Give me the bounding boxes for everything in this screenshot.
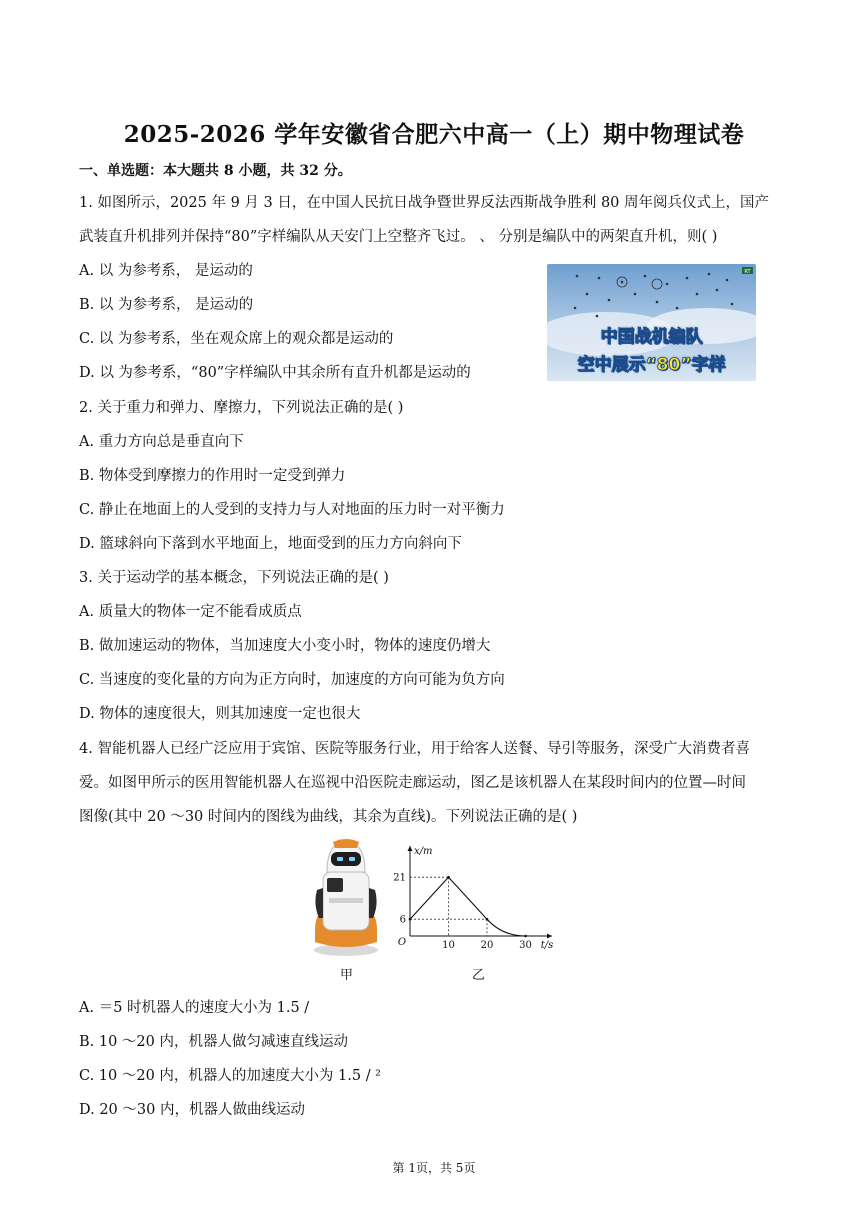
page-footer: 第 1页，共 5页 <box>392 1161 476 1175</box>
position-time-graph <box>392 842 562 954</box>
graph-point <box>524 935 527 938</box>
question-4-option-b: B. 10 ～20 内，机器人做匀减速直线运动 <box>79 1034 348 1050</box>
question-4-text: 4. 智能机器人已经广泛应用于宾馆、医院等服务行业，用于给客人送餐、导引等服务，深受广大消费者喜 <box>79 741 750 757</box>
question-1-option-c: C. 以 为参考系，坐在观众席上的观众都是运动的 <box>79 331 394 347</box>
graph-point <box>486 918 489 921</box>
question-4-option-c: C. 10 ～20 内，机器人的加速度大小为 1.5 / ² <box>79 1068 381 1084</box>
graph-curve-20-30 <box>487 919 526 936</box>
section-heading: 一、单选题：本大题共 8 小题，共 32 分。 <box>79 163 352 179</box>
question-1-option-b: B. 以 为参考系， 是运动的 <box>79 297 254 313</box>
graph-y-arrow <box>408 846 413 851</box>
robot-image <box>311 838 381 956</box>
graph-y-tick-label: 21 <box>393 872 406 884</box>
photo-caption-post: 字样 <box>691 355 726 375</box>
question-2-text: 2. 关于重力和弹力、摩擦力，下列说法正确的是( ) <box>79 400 404 416</box>
page-title: 2025-2026 学年安徽省合肥六中高一（上）期中物理试卷 <box>123 121 745 148</box>
question-3-option-d: D. 物体的速度很大，则其加速度一定也很大 <box>79 706 361 722</box>
graph-x-tick-label: 30 <box>519 940 532 951</box>
question-2-option-a: A. 重力方向总是垂直向下 <box>79 434 244 450</box>
photo-caption-line1: 中国战机编队 <box>600 327 703 347</box>
question-4-text-cont: 爱。如图甲所示的医用智能机器人在巡视中沿医院走廊运动，图乙是该机器人在某段时间内的位置—时间 <box>79 775 746 791</box>
graph-origin-label: O <box>397 937 407 948</box>
figure-label-graph: 乙 <box>472 968 486 983</box>
graph-y-tick-label: 6 <box>399 914 406 926</box>
graph-point <box>409 918 412 921</box>
question-1-option-a: A. 以 为参考系， 是运动的 <box>79 263 253 279</box>
photo-caption-highlight: “80” <box>645 355 692 375</box>
graph-segment-10-20 <box>449 877 488 919</box>
graph-segment-0-10 <box>410 877 449 919</box>
photo-corner-logo: RT <box>744 269 751 275</box>
graph-y-axis-label: x/m <box>414 846 433 857</box>
figure-label-robot: 甲 <box>340 968 354 983</box>
question-2-option-c: C. 静止在地面上的人受到的支持力与人对地面的压力时一对平衡力 <box>79 502 505 518</box>
question-1-text-cont: 武装直升机排列并保持“80”字样编队从天安门上空整齐飞过。 、 分别是编队中的两架直升机，则( ) <box>79 229 718 245</box>
question-3-text: 3. 关于运动学的基本概念，下列说法正确的是( ) <box>79 570 389 586</box>
graph-x-tick-label: 20 <box>480 940 494 951</box>
question-3-option-c: C. 当速度的变化量的方向为正方向时，加速度的方向可能为负方向 <box>79 672 505 688</box>
question-4-option-a: A. ＝5 时机器人的速度大小为 1.5 / <box>79 1000 310 1016</box>
question-2-option-b: B. 物体受到摩擦力的作用时一定受到弹力 <box>79 468 346 484</box>
question-3-option-b: B. 做加速运动的物体，当加速度大小变小时，物体的速度仍增大 <box>79 638 491 654</box>
graph-x-axis-label: t/s <box>540 940 554 951</box>
question-2-option-d: D. 篮球斜向下落到水平地面上，地面受到的压力方向斜向下 <box>79 536 462 552</box>
helicopter-formation-photo <box>547 264 756 381</box>
graph-point <box>447 876 450 879</box>
graph-layer <box>393 846 553 951</box>
question-3-option-a: A. 质量大的物体一定不能看成质点 <box>79 604 302 620</box>
question-4-text-cont2: 图像(其中 20 ～30 时间内的图线为曲线，其余为直线)。下列说法正确的是( ) <box>79 809 578 825</box>
question-4-option-d: D. 20 ～30 内，机器人做曲线运动 <box>79 1102 305 1118</box>
photo-caption-line2 <box>547 350 756 375</box>
question-1-text: 1. 如图所示，2025 年 9 月 3 日，在中国人民抗日战争暨世界反法西斯战争胜利 80 周年阅兵仪式上，国产 <box>79 195 770 211</box>
graph-x-tick-label: 10 <box>442 940 455 951</box>
photo-caption-pre: 空中展示 <box>577 355 646 375</box>
graph-x-arrow <box>547 934 552 939</box>
question-1-option-d: D. 以 为参考系，“80”字样编队中其余所有直升机都是运动的 <box>79 365 471 381</box>
